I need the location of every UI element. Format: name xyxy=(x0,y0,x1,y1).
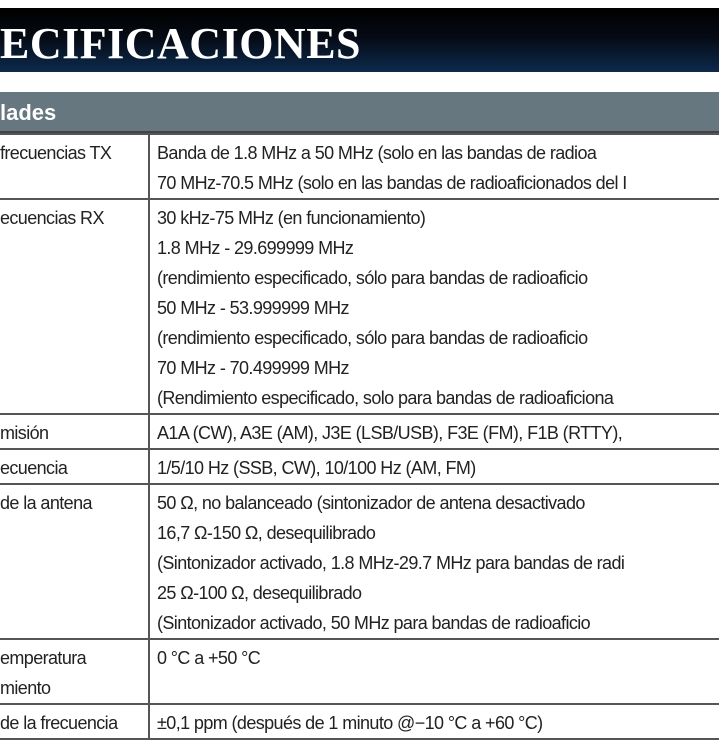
spec-value xyxy=(149,704,719,739)
spec-table xyxy=(0,133,719,740)
table-row xyxy=(0,414,719,449)
label-line: frecuencias TX xyxy=(0,143,112,163)
value-line: 70 MHz-70.5 MHz (solo en las bandas de radioaficionados del I xyxy=(157,173,627,193)
section-title: lades xyxy=(0,100,57,125)
value-line: (Sintonizador activado, 50 MHz para bandas de radioaficio xyxy=(157,613,591,633)
label-line: misión xyxy=(0,423,49,443)
value-line: (rendimiento especificado, sólo para bandas de radioaficio xyxy=(157,268,588,288)
label-line: de la antena xyxy=(0,493,92,513)
table-row xyxy=(0,134,719,199)
spec-label xyxy=(0,134,149,199)
spec-label xyxy=(0,484,149,639)
table-row xyxy=(0,704,719,739)
page-title: ECIFICACIONES xyxy=(0,19,362,68)
table-row xyxy=(0,639,719,704)
value-line: 50 Ω, no balanceado (sintonizador de antena desactivado xyxy=(157,493,585,513)
value-line: Banda de 1.8 MHz a 50 MHz (solo en las bandas de radioa xyxy=(157,143,597,163)
label-line: miento xyxy=(0,678,51,698)
value-line: A1A (CW), A3E (AM), J3E (LSB/USB), F3E (FM), F1B (RTTY), xyxy=(157,423,623,443)
spec-value xyxy=(149,199,719,414)
spec-label xyxy=(0,414,149,449)
value-line: (rendimiento especificado, sólo para bandas de radioaficio xyxy=(157,328,588,348)
spec-label xyxy=(0,704,149,739)
label-line: ecuencia xyxy=(0,458,68,478)
value-line: (Rendimiento especificado, solo para bandas de radioaficiona xyxy=(157,388,614,408)
spec-value xyxy=(149,414,719,449)
value-line: (Sintonizador activado, 1.8 MHz-29.7 MHz para bandas de radi xyxy=(157,553,625,573)
value-line: ±0,1 ppm (después de 1 minuto @−10 °C a +60 °C) xyxy=(157,713,543,733)
value-line: 1/5/10 Hz (SSB, CW), 10/100 Hz (AM, FM) xyxy=(157,458,476,478)
spec-value xyxy=(149,484,719,639)
table-row xyxy=(0,449,719,484)
value-line: 50 MHz - 53.999999 MHz xyxy=(157,298,349,318)
value-line: 0 °C a +50 °C xyxy=(157,648,261,668)
value-line: 1.8 MHz - 29.699999 MHz xyxy=(157,238,354,258)
table-row xyxy=(0,199,719,414)
table-row xyxy=(0,484,719,639)
spec-value xyxy=(149,449,719,484)
value-line: 30 kHz-75 MHz (en funcionamiento) xyxy=(157,208,426,228)
label-line: emperatura xyxy=(0,648,87,668)
value-line: 25 Ω-100 Ω, desequilibrado xyxy=(157,583,362,603)
label-line: ecuencias RX xyxy=(0,208,104,228)
section-header xyxy=(0,92,719,133)
spec-label xyxy=(0,199,149,414)
value-line: 70 MHz - 70.499999 MHz xyxy=(157,358,349,378)
spec-value xyxy=(149,639,719,704)
spec-label xyxy=(0,449,149,484)
spec-value xyxy=(149,134,719,199)
value-line: 16,7 Ω-150 Ω, desequilibrado xyxy=(157,523,376,543)
spec-label xyxy=(0,639,149,704)
label-line: de la frecuencia xyxy=(0,713,118,733)
title-banner xyxy=(0,8,719,72)
